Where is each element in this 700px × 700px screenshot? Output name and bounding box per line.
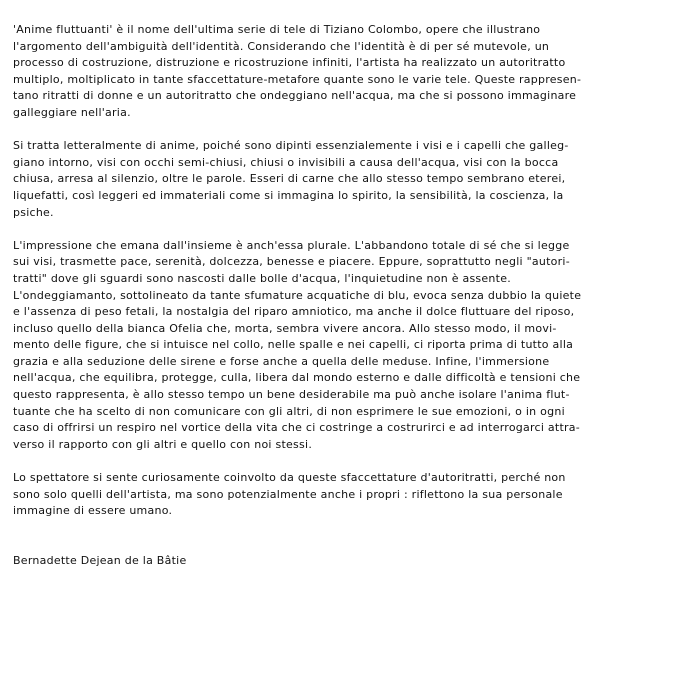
paragraph-3 [13, 238, 689, 454]
text-line: e l'assenza di peso fetali, la nostalgia del riparo amniotico, ma anche il dolce fluttuare del riposo, [13, 305, 575, 319]
paragraph-1 [13, 22, 689, 122]
text-line: giano intorno, visi con occhi semi-chiusi, chiusi o invisibili a causa dell'acqua, visi con la bocca [13, 155, 559, 169]
text-line: tratti" dove gli sguardi sono nascosti dalle bolle d'acqua, l'inquietudine non è assente. [13, 271, 511, 285]
text-line: immagine di essere umano. [13, 504, 173, 518]
text-line: caso di offrirsi un respiro nel vortice della vita che ci costringe a costrurirci e ad interrogarci attra- [13, 421, 581, 435]
text-line: processo di costruzione, distruzione e ricostruzione infiniti, l'artista ha realizzato un autoritratto [13, 56, 566, 70]
text-line: tano ritratti di donne e un autoritratto che ondeggiano nell'acqua, ma che si possono immaginare [13, 89, 577, 103]
text-line: incluso quello della bianca Ofelia che, morta, sembra vivere ancora. Allo stesso modo, il movi- [13, 321, 557, 335]
text-line: Si tratta letteralmente di anime, poiché sono dipinti essenzialemente i visi e i capelli che galleg- [13, 139, 569, 153]
text-line: questo rappresenta, è allo stesso tempo un bene desiderabile ma può anche isolare l'anima flut- [13, 388, 570, 402]
document-body [13, 22, 689, 569]
text-line: verso il rapporto con gli altri e quello con noi stessi. [13, 437, 313, 451]
text-line: 'Anime fluttuanti' è il nome dell'ultima serie di tele di Tiziano Colombo, opere che illustrano [13, 23, 541, 36]
text-line: nell'acqua, che equilibra, protegge, culla, libera dal mondo esterno e dalle difficoltà e tensioni che [13, 371, 581, 385]
text-line: l'argomento dell'ambiguità dell'identità. Considerando che l'identità è di per sé mutevole, un [13, 39, 550, 53]
paragraph-2 [13, 138, 689, 221]
text-line: liquefatti, così leggeri ed immateriali come si immagina lo spirito, la sensibilità, la coscienza, la [13, 188, 564, 202]
paragraph-4 [13, 470, 689, 520]
text-line: tuante che ha scelto di non comunicare con gli altri, di non esprimere le sue emozioni, o in ogni [13, 404, 565, 418]
text-line: sui visi, trasmette pace, serenità, dolcezza, benesse e piacere. Eppure, soprattutto negli "autori- [13, 255, 570, 269]
text-line: galleggiare nell'aria. [13, 105, 131, 119]
author-signature: Bernadette Dejean de la Bâtie [13, 553, 187, 567]
text-line: L'impressione che emana dall'insieme è anch'essa plurale. L'abbandono totale di sé che si legge [13, 238, 570, 252]
text-line: mento delle figure, che si intuisce nel collo, nelle spalle e nei capelli, ci riporta prima di tutto alla [13, 338, 574, 352]
text-line: L'ondeggiamanto, sottolineato da tante sfumature acquatiche di blu, evoca senza dubbio la quiete [13, 288, 582, 302]
text-line: psiche. [13, 205, 54, 219]
text-line: grazia e alla seduzione delle sirene e forse anche a quella delle meduse. Infine, l'immersione [13, 354, 550, 368]
text-line: Lo spettatore si sente curiosamente coinvolto da queste sfaccettature d'autoritratti, perché non [13, 471, 566, 485]
text-line: chiusa, arresa al silenzio, oltre le parole. Esseri di carne che allo stesso tempo sembrano eterei, [13, 172, 566, 186]
text-line: multiplo, moltiplicato in tante sfaccettature-metafore quante sono le varie tele. Queste rappresen- [13, 72, 582, 86]
text-line: sono solo quelli dell'artista, ma sono potenzialmente anche i propri : riflettono la sua personale [13, 487, 563, 501]
